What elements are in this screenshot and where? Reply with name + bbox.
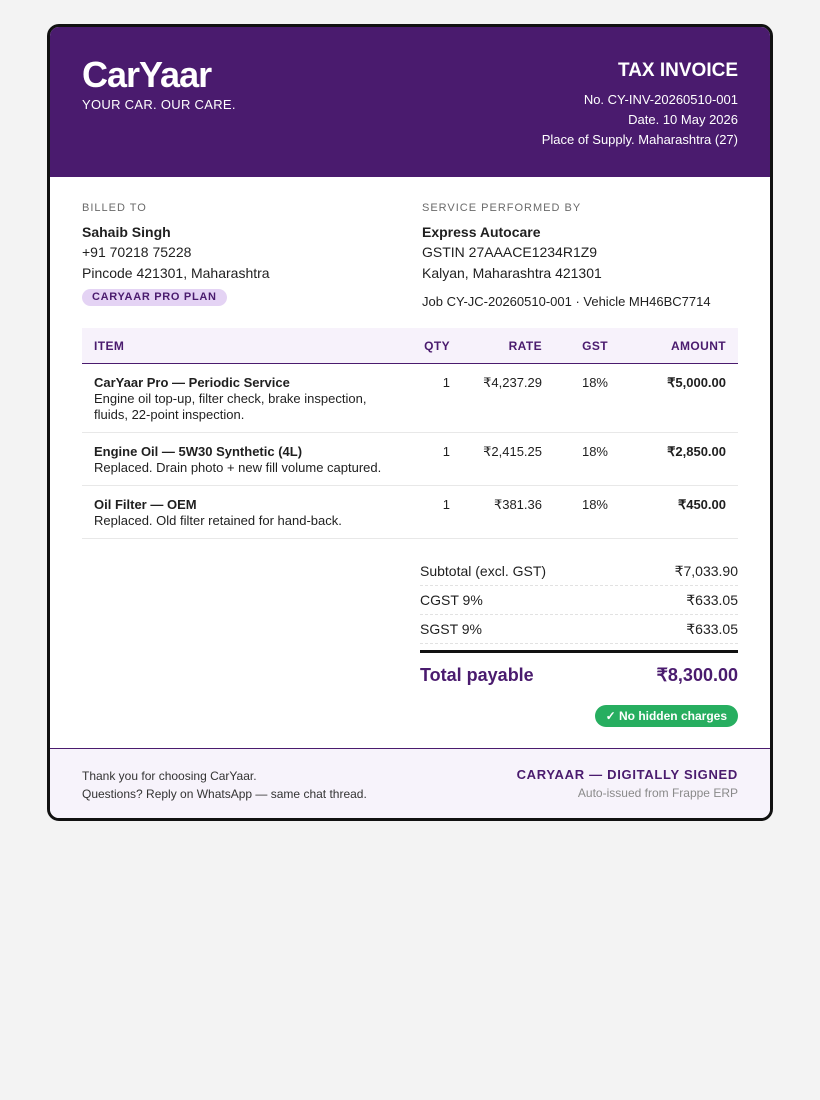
item-desc: Replaced. Drain photo + new fill volume captured. [94,460,382,475]
subtotal-row [420,557,738,586]
sgst-label: SGST 9% [420,621,482,637]
service-provider [422,201,711,311]
parties-section [50,177,770,327]
sgst-row [420,615,738,644]
item-description-cell [82,433,402,476]
item-gst: 18% [581,375,608,390]
item-description-cell [82,486,402,529]
item-desc: Replaced. Old filter retained for hand-back. [94,513,342,528]
signature-block [517,766,738,802]
customer-name: Sahaib Singh [82,224,171,240]
table-row [82,433,738,486]
item-amount: ₹450.00 [677,497,726,512]
billed-to [82,201,270,306]
customer-address: Pincode 421301, Maharashtra [82,265,270,281]
item-gst: 18% [581,444,608,459]
brand-tagline: YOUR CAR. OUR CARE. [82,97,236,112]
thanks-text: Thank you for choosing CarYaar. [82,769,257,783]
provider-gstin: GSTIN 27AAACE1234R1Z9 [422,244,598,260]
header-item: ITEM [94,339,125,353]
provider-address: Kalyan, Maharashtra 421301 [422,265,602,281]
customer-phone: +91 70218 75228 [82,244,192,260]
item-name: CarYaar Pro — Periodic Service [94,375,290,390]
sgst-value: ₹633.05 [686,621,738,637]
subtotal-value: ₹7,033.90 [674,563,738,579]
total-value: ₹8,300.00 [656,665,738,685]
invoice-number: No. CY-INV-20260510-001 [583,92,738,107]
total-payable-row [420,653,738,693]
line-items-table [82,328,738,539]
table-header [82,328,738,364]
item-qty: 1 [442,497,450,512]
footer-message [82,767,367,803]
brand-logo: CarYaar [82,54,212,95]
totals-section [420,557,738,693]
item-name: Engine Oil — 5W30 Synthetic (4L) [94,444,303,459]
invoice-header [50,27,770,177]
item-amount: ₹2,850.00 [667,444,726,459]
questions-text: Questions? Reply on WhatsApp — same chat thread. [82,787,367,801]
no-hidden-charges-badge: ✓ No hidden charges [595,705,738,727]
cgst-value: ₹633.05 [686,592,738,608]
header-amount: AMOUNT [670,339,726,353]
header-qty: QTY [424,339,450,353]
plan-badge: CARYAAR PRO PLAN [82,289,227,306]
invoice-date: Date. 10 May 2026 [628,112,738,127]
header-gst: GST [582,339,608,353]
item-rate: ₹2,415.25 [483,444,542,459]
total-label: Total payable [420,665,534,685]
table-row [82,364,738,433]
cgst-label: CGST 9% [420,592,483,608]
subtotal-label: Subtotal (excl. GST) [420,563,547,579]
item-qty: 1 [442,375,450,390]
place-of-supply: Place of Supply. Maharashtra (27) [541,132,738,147]
invoice-footer [50,748,770,818]
auto-issued-note: Auto-issued from Frappe ERP [577,786,738,800]
cgst-row [420,586,738,615]
document-title: TAX INVOICE [618,60,738,81]
digital-signature: CARYAAR — DIGITALLY SIGNED [516,767,738,782]
table-row [82,486,738,539]
item-rate: ₹4,237.29 [483,375,542,390]
item-description-cell [82,364,402,423]
item-name: Oil Filter — OEM [94,497,197,512]
invoice-card [47,24,773,821]
item-amount: ₹5,000.00 [667,375,726,390]
job-reference: Job CY-JC-20260510-001 · Vehicle MH46BC7714 [422,294,711,309]
invoice-meta [542,59,738,150]
item-gst: 18% [581,497,608,512]
billed-to-heading: BILLED TO [82,202,147,214]
item-qty: 1 [442,444,450,459]
item-rate: ₹381.36 [493,497,542,512]
item-desc: Engine oil top-up, filter check, brake inspection, fluids, 22-point inspection. [94,391,367,422]
header-rate: RATE [508,339,542,353]
provider-name: Express Autocare [422,224,541,240]
service-provider-heading: SERVICE PERFORMED BY [422,202,582,214]
